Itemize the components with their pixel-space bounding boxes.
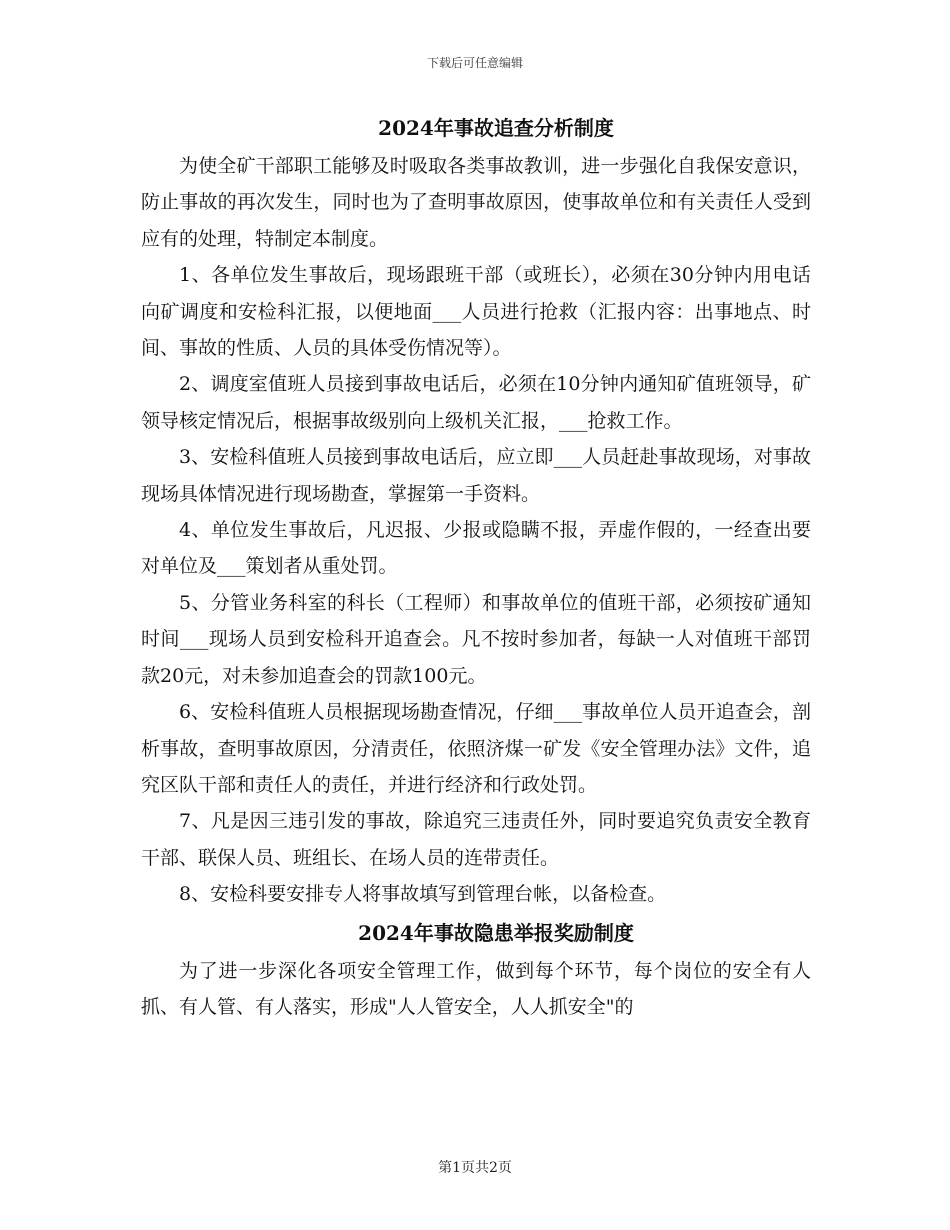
document-body	[141, 108, 811, 1025]
paragraph: 为使全矿干部职工能够及时吸取各类事故教训，进一步强化自我保安意识，防止事故的再次发生，同时也为了查明事故原因，使事故单位和有关责任人受到应有的处理，特制定本制度。	[141, 155, 811, 250]
paragraph: 2、调度室值班人员接到事故电话后，必须在10分钟内通知矿值班领导，矿领导核定情况后，根据事故级别向上级机关汇报，___抢救工作。	[141, 373, 811, 432]
paragraph: 5、分管业务科室的科长（工程师）和事故单位的值班干部，必须按矿通知时间___现场人员到安检科开追查会。凡不按时参加者，每缺一人对值班干部罚款20元，对未参加追查会的罚款100元。	[141, 591, 811, 687]
section-title: 2024年事故追查分析制度	[378, 116, 614, 140]
paragraph: 为了进一步深化各项安全管理工作，做到每个环节，每个岗位的安全有人抓、有人管、有人落实，形成"人人管安全，人人抓安全"的	[141, 959, 811, 1018]
page-header-note: 下载后可任意编辑	[426, 56, 523, 70]
paragraph: 7、凡是因三违引发的事故，除追究三违责任外，同时要追究负责安全教育干部、联保人员、班组长、在场人员的连带责任。	[141, 810, 811, 869]
paragraph: 8、安检科要安排专人将事故填写到管理台帐，以备检查。	[179, 883, 667, 906]
paragraph: 4、单位发生事故后，凡迟报、少报或隐瞒不报，弄虚作假的，一经查出要对单位及___策划者从重处罚。	[141, 519, 811, 578]
paragraph: 6、安检科值班人员根据现场勘查情况，仔细___事故单位人员开追查会，剖析事故，查明事故原因，分清责任，依照济煤一矿发《安全管理办法》文件，追究区队干部和责任人的责任，并进行经济和行政处罚。	[141, 701, 811, 796]
section-title: 2024年事故隐患举报奖励制度	[358, 920, 634, 945]
paragraph: 3、安检科值班人员接到事故电话后，应立即___人员赶赴事故现场，对事故现场具体情况进行现场勘查，掌握第一手资料。	[141, 446, 811, 505]
page-footer-number: 第1页共2页	[438, 1160, 512, 1176]
paragraph: 1、各单位发生事故后，现场跟班干部（或班长），必须在30分钟内用电话向矿调度和安检科汇报，以便地面___人员进行抢救（汇报内容：出事地点、时间、事故的性质、人员的具体受伤情况等）。	[141, 264, 811, 360]
